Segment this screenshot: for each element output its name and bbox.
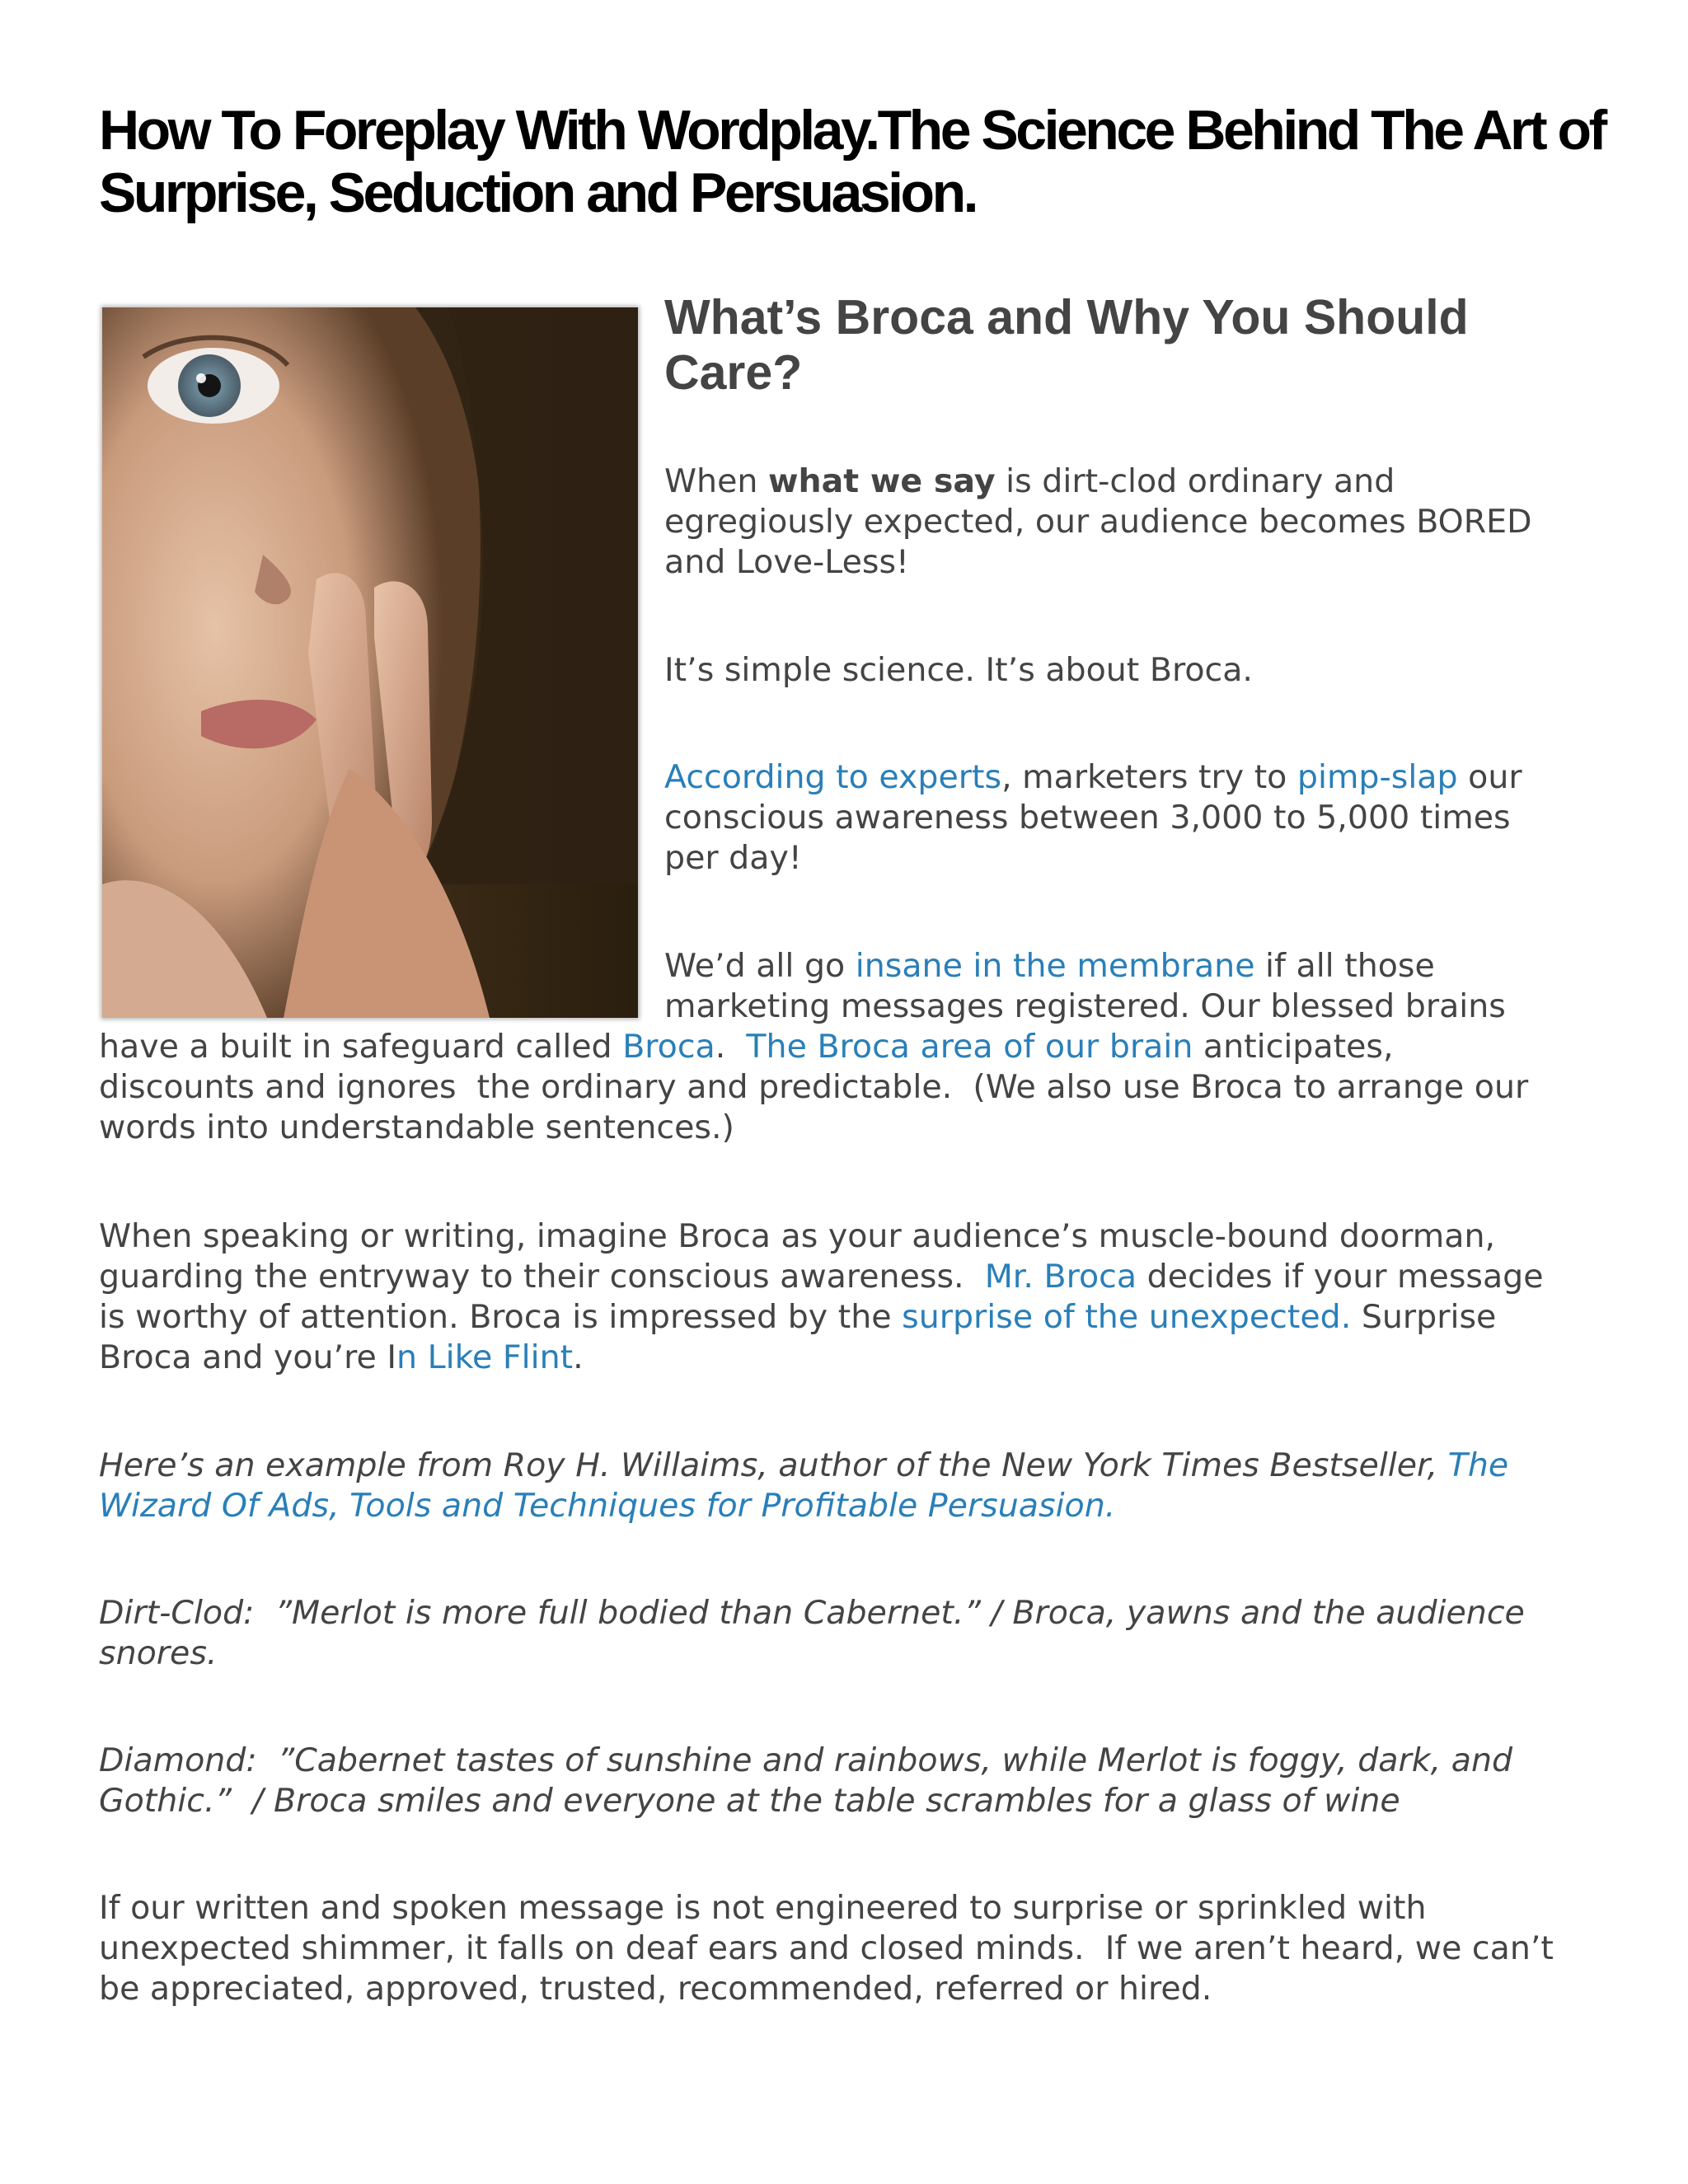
- text-run: .: [715, 1028, 747, 1066]
- paragraph-line: marketing messages registered. Our blessed brains: [664, 987, 1506, 1025]
- text-run: is worthy of attention. Broca is impressed by the: [99, 1298, 903, 1336]
- paragraph-line: words into understandable sentences.): [99, 1108, 734, 1146]
- paragraph-line: per day!: [664, 839, 802, 877]
- text-run: When: [664, 462, 768, 500]
- paragraph-line: discounts and ignores the ordinary and predictable. (We also use Broca to arrange our: [99, 1068, 1529, 1106]
- paragraph-line: Dirt-Clod: ”Merlot is more full bodied than Cabernet.” / Broca, yawns and the audience: [99, 1594, 1525, 1632]
- paragraph-example-intro: [99, 1446, 1648, 1526]
- mr-broca-link[interactable]: Mr. Broca: [984, 1258, 1137, 1296]
- in-like-flint-link[interactable]: n Like Flint: [396, 1338, 574, 1376]
- bold-phrase: what we say: [767, 462, 996, 500]
- paragraph-line: Diamond: ”Cabernet tastes of sunshine and rainbows, while Merlot is foggy, dark, and: [99, 1741, 1513, 1779]
- paragraph-dirt-clod: [99, 1593, 1648, 1674]
- paragraph-line: Gothic.” / Broca smiles and everyone at the table scrambles for a glass of wine: [99, 1782, 1400, 1820]
- text-run: anticipates,: [1193, 1028, 1394, 1066]
- text-run: is dirt-clod ordinary and: [995, 462, 1395, 500]
- paragraph-line: When speaking or writing, imagine Broca as your audience’s muscle-bound doorman,: [99, 1217, 1496, 1255]
- paragraph-experts: [664, 757, 1637, 879]
- text-run: .: [573, 1338, 584, 1376]
- paragraph-line: [99, 1338, 1648, 1378]
- text-run: Surprise: [1351, 1298, 1497, 1336]
- surprise-of-the-unexpected-link[interactable]: surprise of the unexpected.: [902, 1298, 1352, 1336]
- text-run: if all those: [1254, 947, 1435, 985]
- text-run: our: [1457, 758, 1522, 796]
- paragraph-line: be appreciated, approved, trusted, recommended, referred or hired.: [99, 1970, 1212, 2008]
- paragraph-line: and Love-Less!: [664, 543, 909, 581]
- paragraph-simple-science: It’s simple science. It’s about Broca.: [664, 651, 1253, 689]
- insane-in-the-membrane-link[interactable]: insane in the membrane: [855, 947, 1255, 985]
- according-to-experts-link[interactable]: According to experts: [664, 758, 1002, 796]
- paragraph-line: [99, 1257, 1648, 1297]
- paragraph-line: If our written and spoken message is not engineered to surprise or sprinkled with: [99, 1889, 1427, 1927]
- text-run: , marketers try to: [1001, 758, 1297, 796]
- paragraph-line: [664, 462, 1637, 502]
- paragraph-membrane-bottom: [99, 1027, 1648, 1148]
- paragraph-line: [664, 757, 1637, 798]
- paragraph-line: [99, 1297, 1648, 1338]
- text-run: have a built in safeguard called: [99, 1028, 623, 1066]
- text-run: We’d all go: [664, 947, 856, 985]
- pimp-slap-link[interactable]: pimp-slap: [1296, 758, 1458, 796]
- article-photo: [102, 307, 638, 1018]
- paragraph-diamond: [99, 1741, 1648, 1821]
- paragraph-conclusion: [99, 1888, 1648, 2009]
- text-run: guarding the entryway to their conscious awareness.: [99, 1258, 985, 1296]
- paragraph-line: conscious awareness between 3,000 to 5,000 times: [664, 799, 1511, 837]
- text-run: Here’s an example from Roy H. Willaims, author of the New York Times Bestseller,: [99, 1446, 1448, 1484]
- paragraph-line: unexpected shimmer, it falls on deaf ears and closed minds. If we aren’t heard, we can’t: [99, 1929, 1554, 1967]
- paragraph-what-we-say: [664, 462, 1637, 583]
- paragraph-line: [99, 1027, 1648, 1067]
- broca-link[interactable]: Broca: [622, 1028, 715, 1066]
- paragraph-line: [664, 946, 1637, 987]
- wizard-of-ads-link[interactable]: The: [1447, 1446, 1509, 1484]
- paragraph-line: snores.: [99, 1634, 218, 1672]
- paragraph-line: [99, 1486, 1648, 1526]
- paragraph-line: [99, 1446, 1648, 1486]
- page-title: How To Foreplay With Wordplay.The Science Behind The Art of Surprise, Seduction and Persuasion.: [99, 99, 1605, 224]
- photo-woman-covering-mouth-icon: [102, 307, 638, 1018]
- section-heading: What’s Broca and Why You Should Care?: [664, 290, 1469, 400]
- wizard-of-ads-link[interactable]: Wizard Of Ads, Tools and Techniques for Profitable Persuasion.: [99, 1487, 1116, 1525]
- paragraph-membrane-top: [664, 946, 1637, 1027]
- paragraph-line: egregiously expected, our audience becomes BORED: [664, 503, 1532, 541]
- text-run: Broca and you’re I: [99, 1338, 396, 1376]
- broca-area-link[interactable]: The Broca area of our brain: [746, 1028, 1193, 1066]
- text-run: decides if your message: [1137, 1258, 1544, 1296]
- paragraph-doorman: [99, 1216, 1648, 1378]
